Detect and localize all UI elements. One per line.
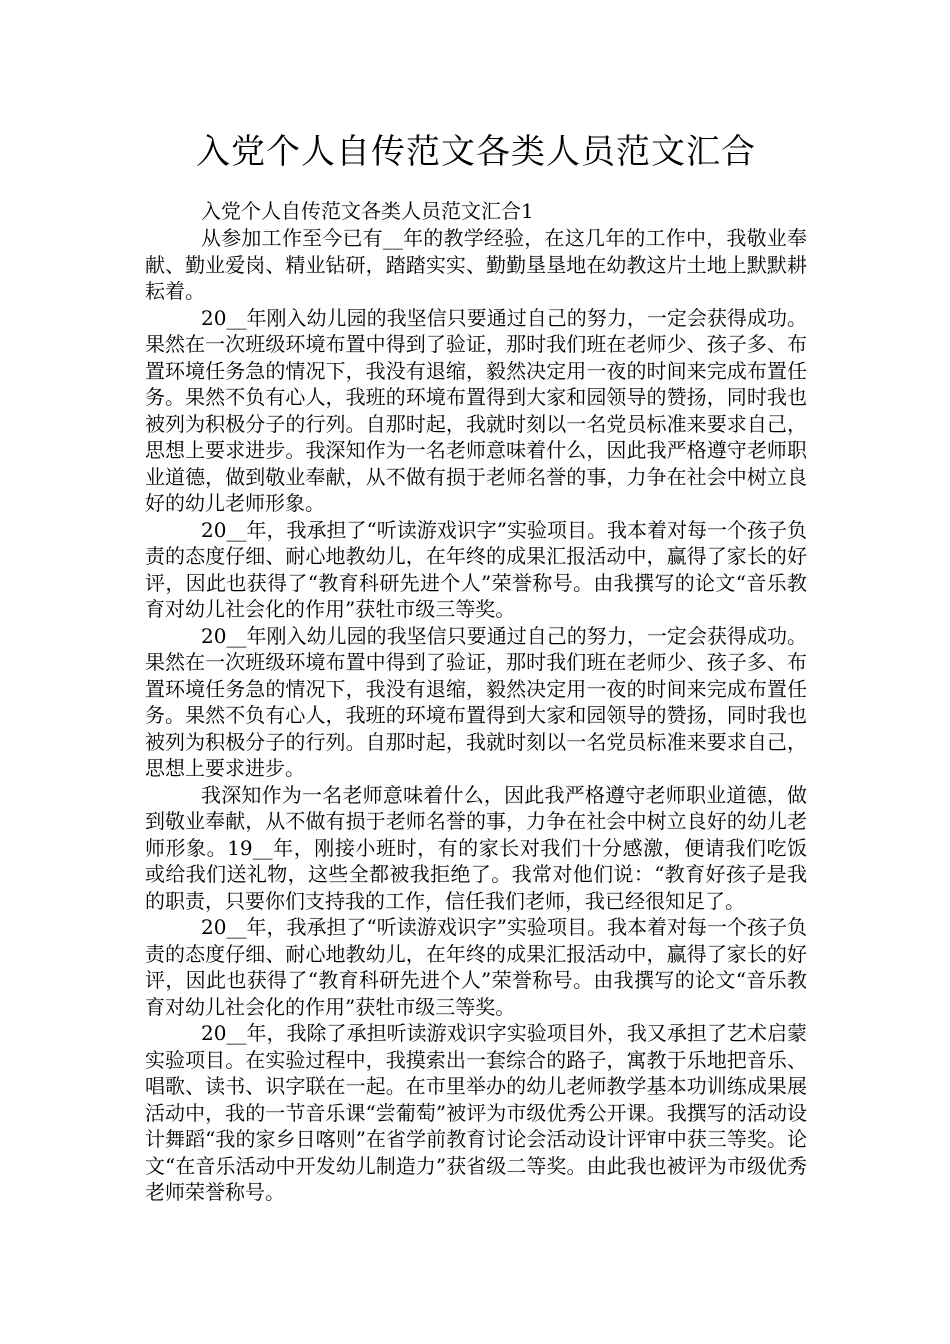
document-subtitle: 入党个人自传范文各类人员范文汇合1 bbox=[201, 199, 534, 223]
paragraph-5: 我深知作为一名老师意味着什么，因此我严格遵守老师职业道德，做到敬业奉献，从不做有损于老师名誉的事，力争在社会中树立良好的幼儿老师形象。19__年，刚接小班时，有的家长对我们十分感激，便请我们吃饭或给我们送礼物，这些全都被我拒绝了。我常对他们说：“教育好孩子是我的职责，只要你们支持我的工作，信任我们老师，我已经很知足了。 bbox=[145, 782, 807, 913]
paragraph-3: 20__年，我承担了“听读游戏识字”实验项目。我本着对每一个孩子负责的态度仔细、耐心地教幼儿，在年终的成果汇报活动中，赢得了家长的好评，因此也获得了“教育科研先进个人”荣誉称号。由我撰写的论文“音乐教育对幼儿社会化的作用”获牡市级三等奖。 bbox=[145, 517, 807, 621]
paragraph-1: 从参加工作至今已有__年的教学经验，在这几年的工作中，我敬业奉献、勤业爱岗、精业钻研，踏踏实实、勤勤垦垦地在幼教这片土地上默默耕耘着。 bbox=[145, 226, 807, 303]
document-page bbox=[145, 0, 807, 1206]
paragraph-7: 20__年，我除了承担听读游戏识字实验项目外，我又承担了艺术启蒙实验项目。在实验过程中，我摸索出一套综合的路子，寓教于乐地把音乐、唱歌、读书、识字联在一起。在市里举办的幼儿老师教学基本功训练成果展活动中，我的一节音乐课“尝葡萄”被评为市级优秀公开课。我撰写的活动设计舞蹈“我的家乡日喀则”在省学前教育讨论会活动设计评审中获三等奖。论文“在音乐活动中开发幼儿制造力”获省级二等奖。由此我也被评为市级优秀老师荣誉称号。 bbox=[145, 1021, 807, 1204]
document-title: 入党个人自传范文各类人员范文汇合 bbox=[196, 132, 756, 172]
paragraph-4: 20__年刚入幼儿园的我坚信只要通过自己的努力，一定会获得成功。果然在一次班级环境布置中得到了验证，那时我们班在老师少、孩子多、布置环境任务急的情况下，我没有退缩，毅然决定用一夜的时间来完成布置任务。果然不负有心人，我班的环境布置得到大家和园领导的赞扬，同时我也被列为积极分子的行列。自那时起，我就时刻以一名党员标准来要求自己，思想上要求进步。 bbox=[145, 623, 807, 780]
paragraph-2: 20__年刚入幼儿园的我坚信只要通过自己的努力，一定会获得成功。果然在一次班级环境布置中得到了验证，那时我们班在老师少、孩子多、布置环境任务急的情况下，我没有退缩，毅然决定用一夜的时间来完成布置任务。果然不负有心人，我班的环境布置得到大家和园领导的赞扬，同时我也被列为积极分子的行列。自那时起，我就时刻以一名党员标准来要求自己，思想上要求进步。我深知作为一名老师意味着什么，因此我严格遵守老师职业道德，做到敬业奉献，从不做有损于老师名誉的事，力争在社会中树立良好的幼儿老师形象。 bbox=[145, 305, 807, 515]
paragraph-6: 20__年，我承担了“听读游戏识字”实验项目。我本着对每一个孩子负责的态度仔细、耐心地教幼儿，在年终的成果汇报活动中，赢得了家长的好评，因此也获得了“教育科研先进个人”荣誉称号。由我撰写的论文“音乐教育对幼儿社会化的作用”获牡市级三等奖。 bbox=[145, 915, 807, 1019]
